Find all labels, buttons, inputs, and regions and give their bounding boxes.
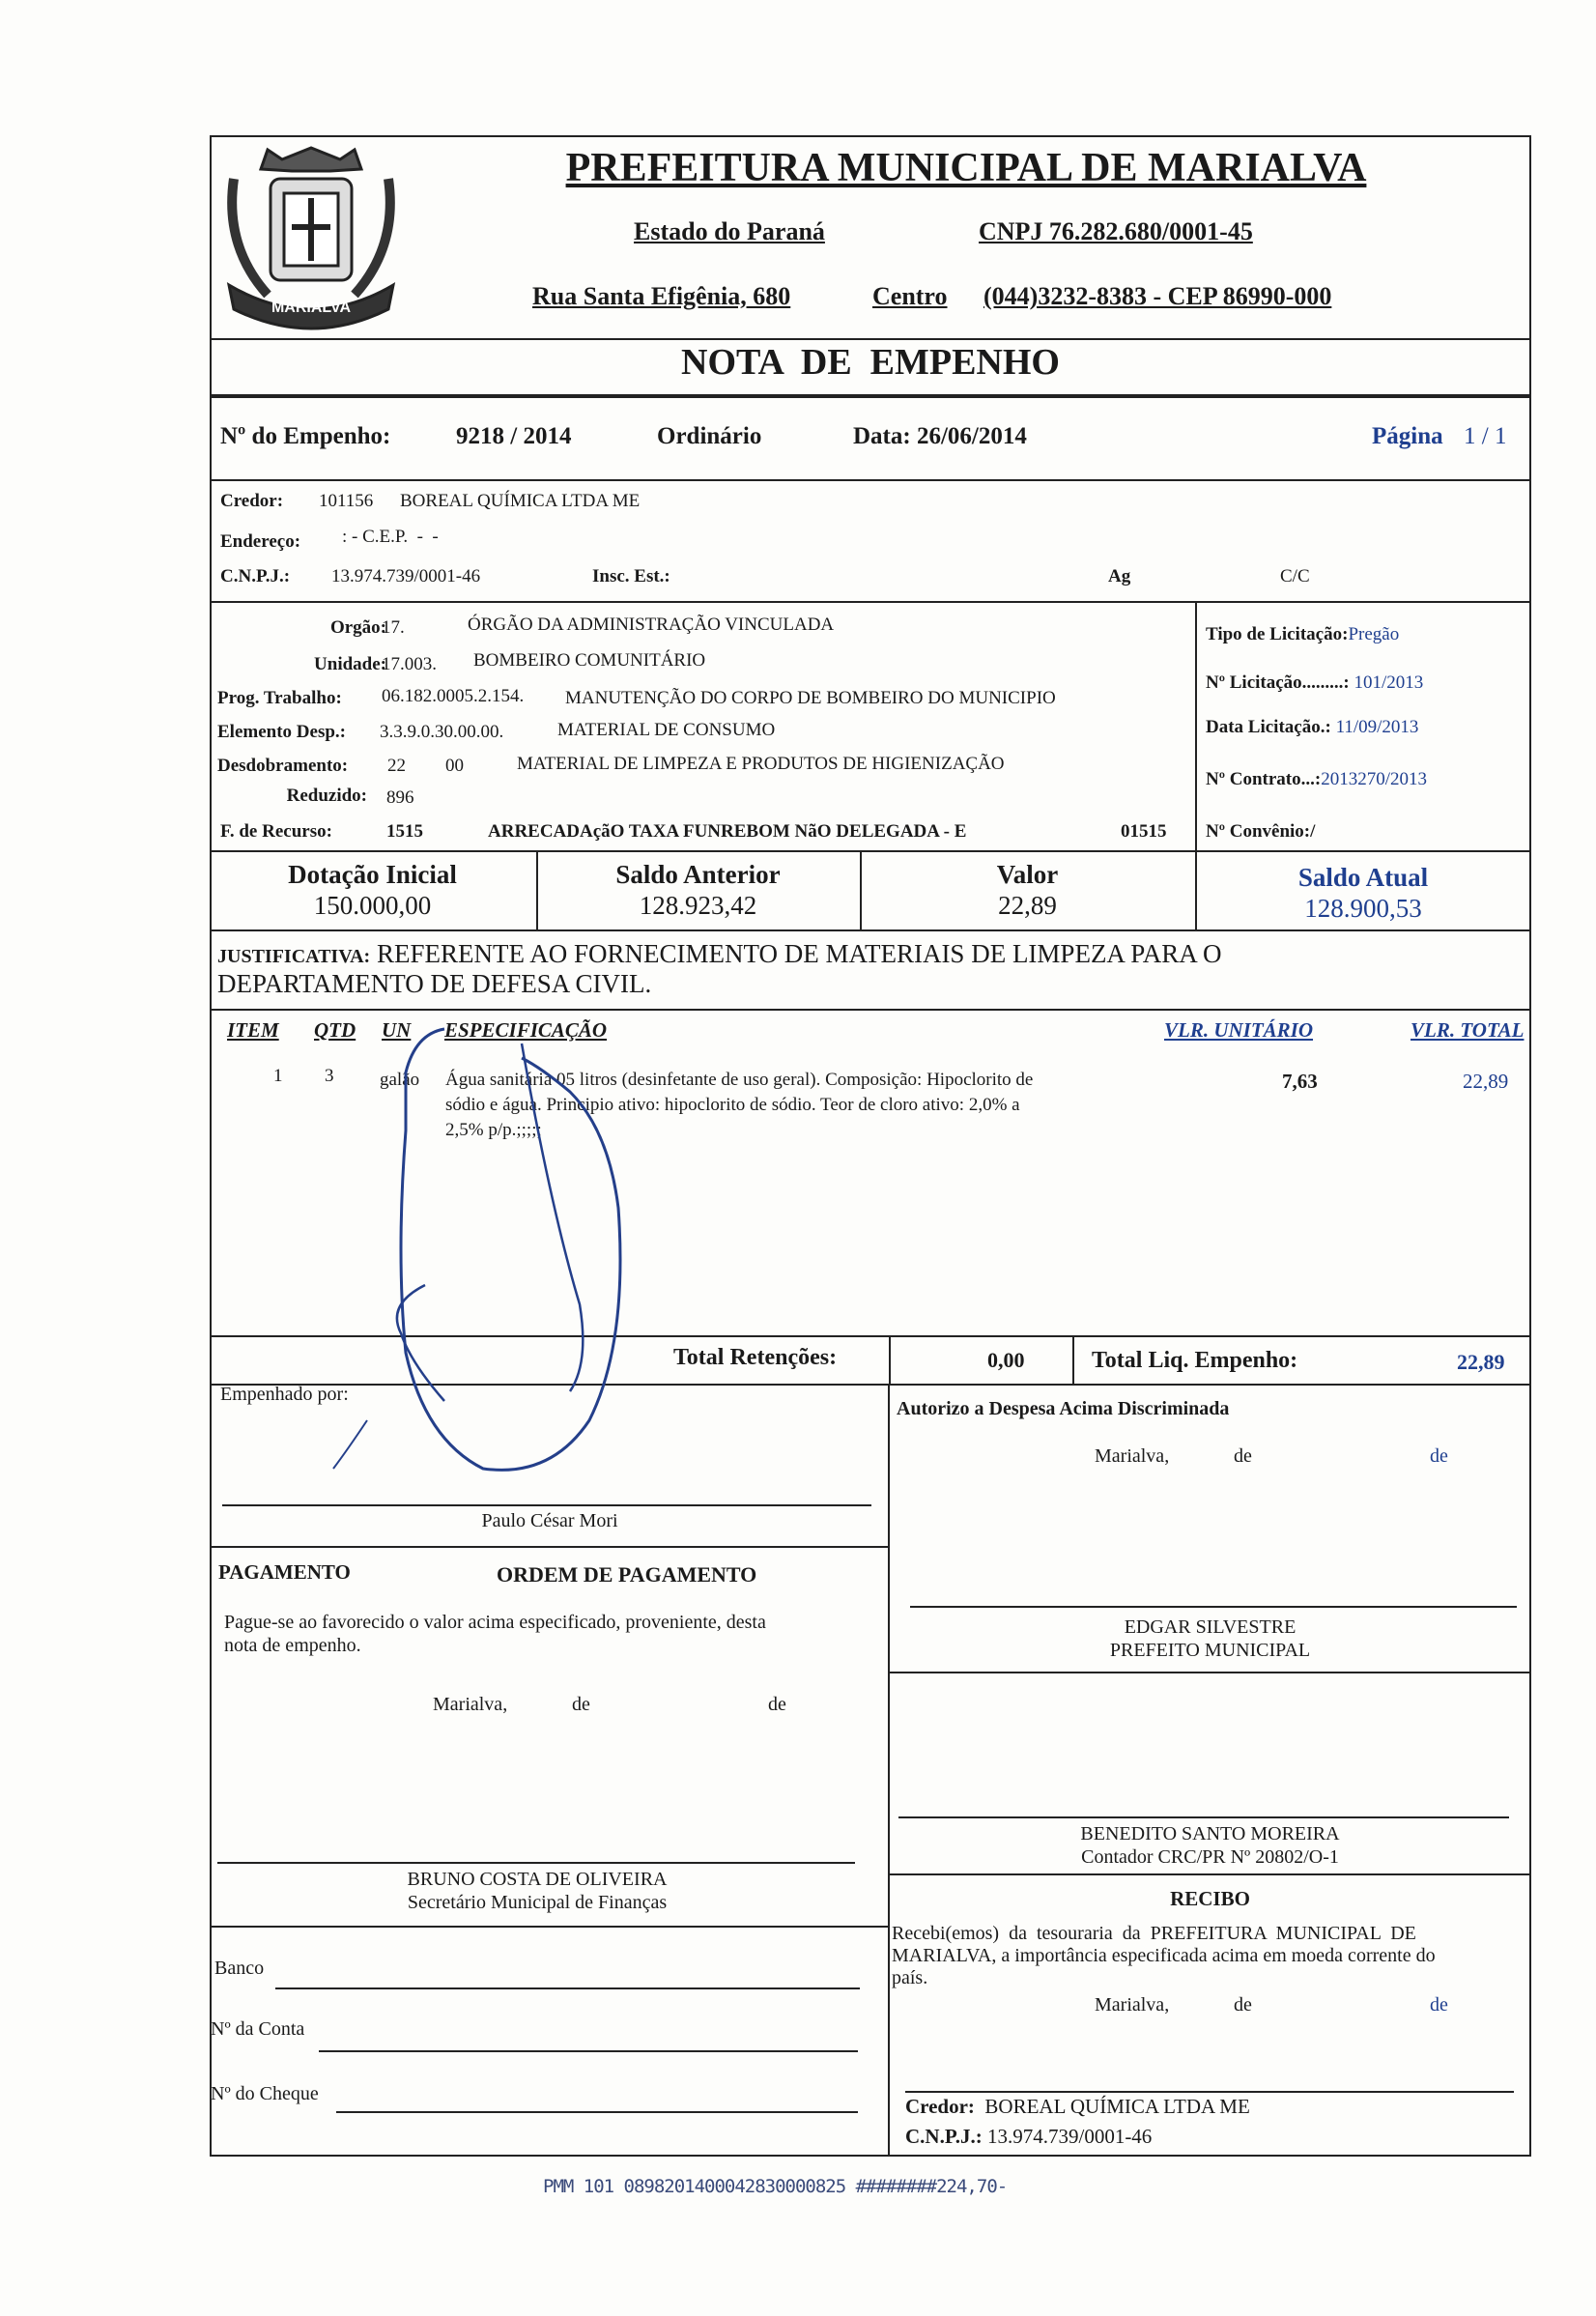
header-phone-cep: (044)3232-8383 - CEP 86990-000 xyxy=(983,282,1332,310)
desdobramento-a: 22 xyxy=(387,756,406,776)
conta-line xyxy=(319,2050,858,2052)
total-retencoes-label: Total Retenções: xyxy=(673,1345,838,1370)
unidade-label: Unidade: xyxy=(314,654,386,674)
recibo-credor-label: Credor: xyxy=(905,2095,975,2118)
reduzido-label: Reduzido: xyxy=(286,786,367,806)
machine-code: PMM 101 0898201400042830000825 ########224,70- xyxy=(543,2176,1008,2197)
saldo-atual-value: 128.900,53 xyxy=(1304,894,1422,923)
doc-title: NOTA DE EMPENHO xyxy=(681,342,1060,383)
secretario-name: BRUNO COSTA DE OLIVEIRA xyxy=(407,1869,668,1890)
prefeito-role: PREFEITO MUNICIPAL xyxy=(1109,1640,1311,1661)
item-qtd: 3 xyxy=(325,1066,334,1086)
item-spec-line-3: 2,5% p/p.;;;;; xyxy=(445,1120,542,1140)
credor-cnpj-label: C.N.P.J.: xyxy=(220,566,291,586)
col-item: ITEM xyxy=(227,1018,279,1042)
empenhado-por-label: Empenhado por: xyxy=(220,1384,349,1405)
contador-role: Contador CRC/PR Nº 20802/O-1 xyxy=(1081,1846,1339,1868)
orgao-label: Orgão: xyxy=(329,617,386,638)
col-vlr-unitario: VLR. UNITÁRIO xyxy=(1164,1018,1314,1042)
recibo-credor-name: BOREAL QUÍMICA LTDA ME xyxy=(984,2095,1250,2118)
contrato-label xyxy=(1206,769,1427,790)
unidade-code: 17.003. xyxy=(382,654,437,674)
licitacao-num-text: Nº Licitação.........: xyxy=(1206,672,1350,693)
state-name: Estado do Paraná xyxy=(634,217,825,245)
credor-label: Credor: xyxy=(220,491,284,511)
total-liquido-label: Total Liq. Empenho: xyxy=(1092,1348,1298,1373)
recibo-label: RECIBO xyxy=(1170,1887,1250,1910)
empenho-type: Ordinário xyxy=(657,423,762,449)
prog-name: MANUTENÇÃO DO CORPO DE BOMBEIRO DO MUNICIPIO xyxy=(565,688,1056,708)
credor-name: BOREAL QUÍMICA LTDA ME xyxy=(400,491,641,511)
recurso-code: 1515 xyxy=(386,821,423,842)
recurso-label: F. de Recurso: xyxy=(220,821,332,842)
desdobramento-b: 00 xyxy=(445,756,464,776)
licitacao-num-label xyxy=(1206,672,1423,694)
handwritten-signature xyxy=(328,1015,657,1478)
header-district: Centro xyxy=(872,282,948,310)
dotacao-value: 150.000,00 xyxy=(313,891,432,920)
conta-label: Nº da Conta xyxy=(211,2018,305,2040)
prefeito-divider xyxy=(888,1672,1531,1673)
prog-label: Prog. Trabalho: xyxy=(217,688,342,708)
empenhado-por-name: Paulo César Mori xyxy=(481,1510,618,1531)
recibo-line-1: Recebi(emos) da tesouraria da PREFEITURA MUNICIPAL DE xyxy=(892,1923,1416,1944)
crest-text: MARIALVA xyxy=(271,300,352,316)
banco-divider xyxy=(210,1926,889,1928)
insc-est-label: Insc. Est.: xyxy=(592,566,670,586)
saldo-anterior-value: 128.923,42 xyxy=(639,891,757,920)
recibo-cnpj xyxy=(905,2125,1152,2149)
elemento-label: Elemento Desp.: xyxy=(217,722,346,742)
autorizo-city: Marialva, xyxy=(1095,1445,1170,1467)
elemento-name: MATERIAL DE CONSUMO xyxy=(557,720,776,740)
data-licitacao-value: 11/09/2013 xyxy=(1335,717,1419,737)
prog-code: 06.182.0005.2.154. xyxy=(382,686,525,706)
recibo-credor xyxy=(905,2095,1250,2119)
cheque-label: Nº do Cheque xyxy=(211,2083,319,2104)
page-number: 1 / 1 xyxy=(1464,423,1507,449)
contador-signature-line xyxy=(898,1816,1509,1818)
cheque-line xyxy=(336,2111,858,2113)
totals-divider-2 xyxy=(1072,1335,1074,1386)
item-spec-line-2: sódio e água. Principio ativo: hipoclorito de sódio. Teor de cloro ativo: 2,0% a xyxy=(445,1095,1020,1115)
totals-divider-1 xyxy=(889,1335,891,1386)
recurso-code-2: 01515 xyxy=(1121,821,1167,842)
signatures-divider xyxy=(888,1384,890,2157)
recibo-city: Marialva, xyxy=(1095,1994,1170,2016)
justificativa-line-2: DEPARTAMENTO DE DEFESA CIVIL. xyxy=(217,969,652,998)
item-number: 1 xyxy=(273,1066,283,1086)
recibo-line-2: MARIALVA, a importância especificada acima em moeda corrente do xyxy=(892,1945,1436,1966)
dotacao-label: Dotação Inicial xyxy=(288,860,457,889)
credor-cnpj: 13.974.739/0001-46 xyxy=(331,566,481,586)
valor-value: 22,89 xyxy=(998,891,1057,920)
classification-divider xyxy=(1195,601,1197,852)
total-liquido-value: 22,89 xyxy=(1457,1350,1505,1374)
reduzido-value: 896 xyxy=(386,787,414,808)
recibo-divider xyxy=(888,1873,1531,1875)
recibo-cnpj-value: 13.974.739/0001-46 xyxy=(986,2125,1153,2148)
cc-label: C/C xyxy=(1280,566,1310,586)
address-label: Endereço: xyxy=(220,531,301,552)
credor-signature-line xyxy=(905,2091,1514,2093)
empenhado-signature-line xyxy=(222,1504,871,1506)
municipal-crest-icon xyxy=(214,140,408,338)
col-un: UN xyxy=(382,1018,412,1042)
ordem-pagamento-label: ORDEM DE PAGAMENTO xyxy=(497,1562,757,1587)
valor-label: Valor xyxy=(996,860,1059,889)
pagamento-label: PAGAMENTO xyxy=(218,1560,351,1584)
header-cnpj: CNPJ 76.282.680/0001-45 xyxy=(979,217,1253,245)
data-licitacao-label xyxy=(1206,717,1418,738)
recibo-cnpj-label: C.N.P.J.: xyxy=(905,2125,983,2148)
banco-label: Banco xyxy=(214,1958,265,1979)
total-retencoes-value: 0,00 xyxy=(987,1348,1025,1372)
autorizo-de-2: de xyxy=(1430,1445,1448,1467)
col-especificacao: ESPECIFICAÇÃO xyxy=(444,1018,608,1042)
empenho-number: 9218 / 2014 xyxy=(456,423,572,449)
unidade-name: BOMBEIRO COMUNITÁRIO xyxy=(473,650,706,671)
pague-se-line-1: Pague-se ao favorecido o valor acima especificado, proveniente, desta xyxy=(224,1612,766,1633)
signatures-box xyxy=(210,1384,1531,2157)
tipo-licitacao-label xyxy=(1206,624,1399,645)
col-vlr-total: VLR. TOTAL xyxy=(1411,1018,1525,1042)
recurso-name: ARRECADAçãO TAXA FUNREBOM NãO DELEGADA - E xyxy=(488,821,967,842)
credor-code: 101156 xyxy=(319,491,374,511)
item-vlr-unitario: 7,63 xyxy=(1282,1070,1318,1093)
contador-name: BENEDITO SANTO MOREIRA xyxy=(1080,1823,1340,1844)
justificativa-text-1: REFERENTE AO FORNECIMENTO DE MATERIAIS DE LIMPEZA PARA O xyxy=(376,939,1222,968)
secretario-role: Secretário Municipal de Finanças xyxy=(407,1892,668,1913)
elemento-code: 3.3.9.0.30.00.00. xyxy=(380,722,504,742)
orgao-name: ÓRGÃO DA ADMINISTRAÇÃO VINCULADA xyxy=(468,615,835,635)
autorizo-label: Autorizo a Despesa Acima Discriminada xyxy=(897,1398,1230,1419)
saldo-atual-label: Saldo Atual xyxy=(1297,863,1429,892)
pagamento-city: Marialva, xyxy=(433,1694,508,1715)
convenio-label: Nº Convênio:/ xyxy=(1206,821,1316,842)
autorizo-de-1: de xyxy=(1234,1445,1252,1467)
saldo-anterior-label: Saldo Anterior xyxy=(615,860,781,889)
item-spec-line-1: Água sanitária 05 litros (desinfetante de uso geral). Composição: Hipoclorito de xyxy=(445,1070,1034,1090)
address-value: : - C.E.P. - - xyxy=(342,527,439,547)
item-vlr-total: 22,89 xyxy=(1463,1070,1509,1093)
tipo-licitacao-value: Pregão xyxy=(1348,624,1400,644)
pagamento-de-2: de xyxy=(768,1694,786,1715)
pague-se-line-2: nota de empenho. xyxy=(224,1635,361,1656)
justificativa-label: JUSTIFICATIVA: xyxy=(217,946,371,967)
desdobramento-label: Desdobramento: xyxy=(217,756,349,776)
orgao-code: 17. xyxy=(382,617,405,638)
recibo-de-1: de xyxy=(1234,1994,1252,2016)
item-un: galão xyxy=(380,1070,420,1090)
prefeito-signature-line xyxy=(910,1606,1517,1608)
ag-label: Ag xyxy=(1108,566,1131,586)
tipo-licitacao-text: Tipo de Licitação: xyxy=(1206,624,1349,644)
justificativa-line-1 xyxy=(217,939,1222,969)
desdobramento-name: MATERIAL DE LIMPEZA E PRODUTOS DE HIGIENIZAÇÃO xyxy=(517,754,1005,774)
licitacao-num-value: 101/2013 xyxy=(1354,672,1424,693)
prefeito-name: EDGAR SILVESTRE xyxy=(1124,1616,1297,1638)
recibo-de-2: de xyxy=(1430,1994,1448,2016)
recibo-line-3: país. xyxy=(892,1967,928,1988)
pagamento-divider xyxy=(210,1546,889,1548)
page-title: PREFEITURA MUNICIPAL DE MARIALVA xyxy=(565,146,1367,190)
page-label: Página xyxy=(1372,423,1443,449)
empenho-number-label: Nº do Empenho: xyxy=(220,423,391,449)
contrato-text: Nº Contrato...: xyxy=(1206,769,1322,789)
col-qtd: QTD xyxy=(314,1018,356,1042)
pagamento-de-1: de xyxy=(572,1694,590,1715)
data-licitacao-text: Data Licitação.: xyxy=(1206,717,1331,737)
banco-line xyxy=(275,1987,860,1989)
header-street: Rua Santa Efigênia, 680 xyxy=(532,282,791,310)
secretario-signature-line xyxy=(217,1862,855,1864)
empenho-date: Data: 26/06/2014 xyxy=(853,423,1027,449)
contrato-value: 2013270/2013 xyxy=(1321,769,1427,789)
